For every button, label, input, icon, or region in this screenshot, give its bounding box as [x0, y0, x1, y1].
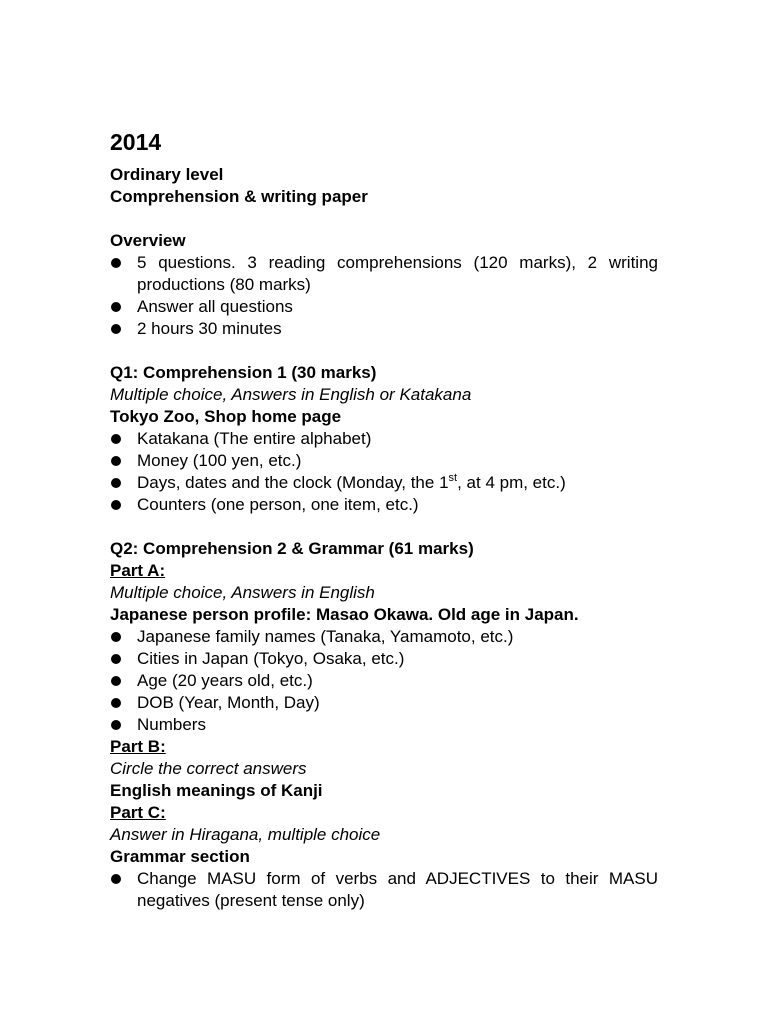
q1-instruction: Multiple choice, Answers in English or Katakana	[110, 385, 472, 404]
list-item-text: Katakana (The entire alphabet)	[137, 429, 372, 448]
list-item-text: Cities in Japan (Tokyo, Osaka, etc.)	[137, 649, 405, 668]
bullet-icon	[111, 874, 121, 884]
bullet-icon	[111, 258, 121, 268]
bullet-icon	[111, 698, 121, 708]
bullet-icon	[111, 676, 121, 686]
list-item	[110, 714, 658, 736]
spacer	[110, 208, 658, 230]
list-item-text: Japanese family names (Tanaka, Yamamoto, etc.)	[137, 627, 514, 646]
list-item-text: 2 hours 30 minutes	[137, 319, 282, 338]
bullet-icon	[111, 654, 121, 664]
part-b-label: Part B:	[110, 737, 166, 756]
part-b-instruction: Circle the correct answers	[110, 759, 307, 778]
list-item-text: DOB (Year, Month, Day)	[137, 693, 320, 712]
part-c-label: Part C:	[110, 803, 166, 822]
part-c-topic: Grammar section	[110, 847, 250, 866]
list-item	[110, 318, 658, 340]
list-item-text	[137, 472, 658, 494]
days-text-after: , at 4 pm, etc.)	[457, 473, 566, 492]
list-item-text: Counters (one person, one item, etc.)	[137, 495, 419, 514]
ordinal-suffix: st	[448, 472, 458, 484]
bullet-icon	[111, 500, 121, 510]
bullet-icon	[111, 302, 121, 312]
bullet-icon	[111, 632, 121, 642]
document-page	[110, 128, 658, 912]
list-item	[110, 428, 658, 450]
paper-title: Comprehension & writing paper	[110, 187, 368, 206]
list-item	[110, 450, 658, 472]
bullet-icon	[111, 478, 121, 488]
part-a-label: Part A:	[110, 561, 166, 580]
list-item	[110, 472, 658, 494]
q2-heading: Q2: Comprehension 2 & Grammar (61 marks)	[110, 539, 474, 558]
list-item	[110, 494, 658, 516]
q1-topic: Tokyo Zoo, Shop home page	[110, 407, 342, 426]
part-a-instruction: Multiple choice, Answers in English	[110, 583, 375, 602]
q1-list	[110, 428, 658, 516]
list-item	[110, 252, 658, 296]
list-item	[110, 692, 658, 714]
bullet-icon	[111, 324, 121, 334]
days-text-before: Days, dates and the clock (Monday, the 1	[137, 473, 449, 492]
list-item	[110, 648, 658, 670]
list-item-text: Answer all questions	[137, 297, 293, 316]
list-item-text: 5 questions. 3 reading comprehensions (120 marks), 2 writing productions (80 marks)	[137, 253, 658, 294]
overview-list	[110, 252, 658, 340]
exam-year: 2014	[110, 129, 162, 155]
spacer	[110, 516, 658, 538]
list-item-text: Age (20 years old, etc.)	[137, 671, 313, 690]
overview-heading: Overview	[110, 231, 186, 250]
bullet-icon	[111, 720, 121, 730]
part-a-list	[110, 626, 658, 736]
list-item	[110, 670, 658, 692]
part-c-list	[110, 868, 658, 912]
list-item	[110, 868, 658, 912]
list-item	[110, 626, 658, 648]
part-b-topic: English meanings of Kanji	[110, 781, 323, 800]
q1-heading: Q1: Comprehension 1 (30 marks)	[110, 363, 377, 382]
part-a-topic: Japanese person profile: Masao Okawa. Old age in Japan.	[110, 605, 579, 624]
exam-level: Ordinary level	[110, 165, 224, 184]
bullet-icon	[111, 456, 121, 466]
bullet-icon	[111, 434, 121, 444]
list-item-text: Money (100 yen, etc.)	[137, 451, 302, 470]
list-item-text: Numbers	[137, 715, 206, 734]
part-c-instruction: Answer in Hiragana, multiple choice	[110, 825, 381, 844]
list-item-text: Change MASU form of verbs and ADJECTIVES to their MASU negatives (present tense only)	[137, 869, 658, 910]
spacer	[110, 340, 658, 362]
list-item	[110, 296, 658, 318]
